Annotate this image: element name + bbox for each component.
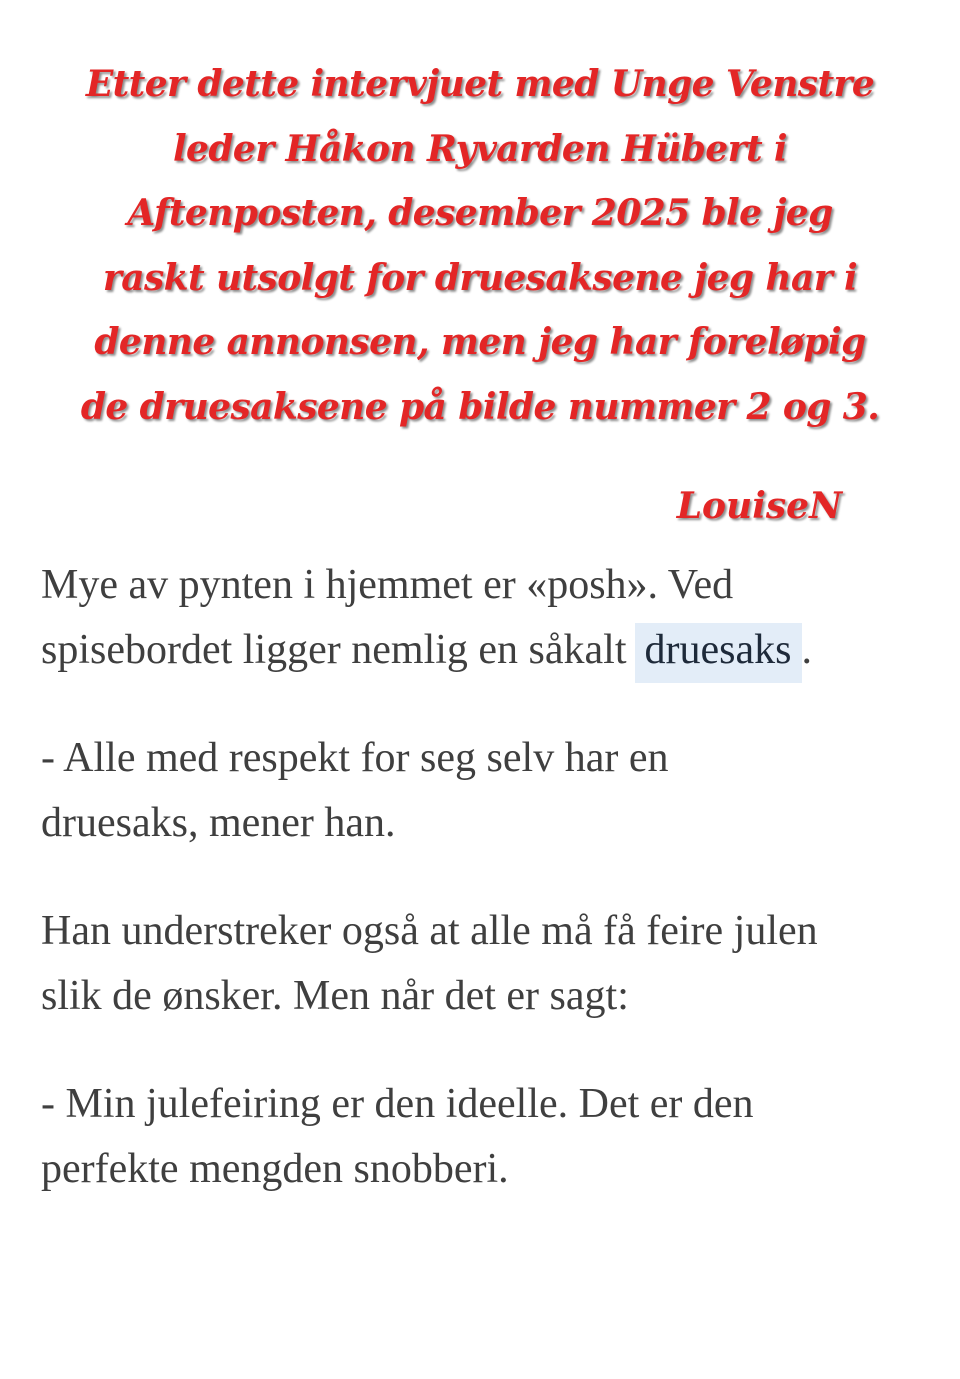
headline-line: raskt utsolgt for druesaksene jeg har i (102, 256, 858, 299)
paragraph-punctuation: . (801, 626, 812, 673)
paragraph-line: Han understreker også at alle må få feire julen (41, 908, 818, 954)
article-paragraph (41, 1072, 921, 1201)
paragraph-line: Mye av pynten i hjemmet er «posh». Ved (41, 562, 734, 608)
headline-line: de druesaksene på bilde nummer 2 og 3. (80, 385, 880, 428)
paragraph-line: - Alle med respekt for seg selv har en (41, 735, 669, 781)
paragraph-line: druesaks, mener han. (41, 799, 396, 846)
headline-line: leder Håkon Ryvarden Hübert i (172, 127, 788, 170)
highlighted-term-link[interactable]: druesaks (635, 623, 802, 683)
article-paragraph (41, 553, 921, 682)
headline-line: Aftenposten, desember 2025 ble jeg (127, 192, 833, 234)
paragraph-line: - Min julefeiring er den ideelle. Det er den (41, 1081, 754, 1127)
headline-line: denne annonsen, men jeg har foreløpig (94, 321, 866, 363)
article-paragraph (41, 726, 921, 855)
article-excerpt (41, 553, 921, 1245)
article-paragraph (41, 899, 921, 1028)
paragraph-line: slik de ønsker. Men når det er sagt: (41, 972, 629, 1019)
signature: LouiseN (676, 485, 842, 527)
paragraph-line: spisebordet ligger nemlig en såkalt (41, 626, 627, 673)
headline-line: Etter dette intervjuet med Unge Venstre (85, 63, 875, 105)
overlay-headline (40, 52, 920, 439)
paragraph-line: perfekte mengden snobberi. (41, 1145, 509, 1192)
